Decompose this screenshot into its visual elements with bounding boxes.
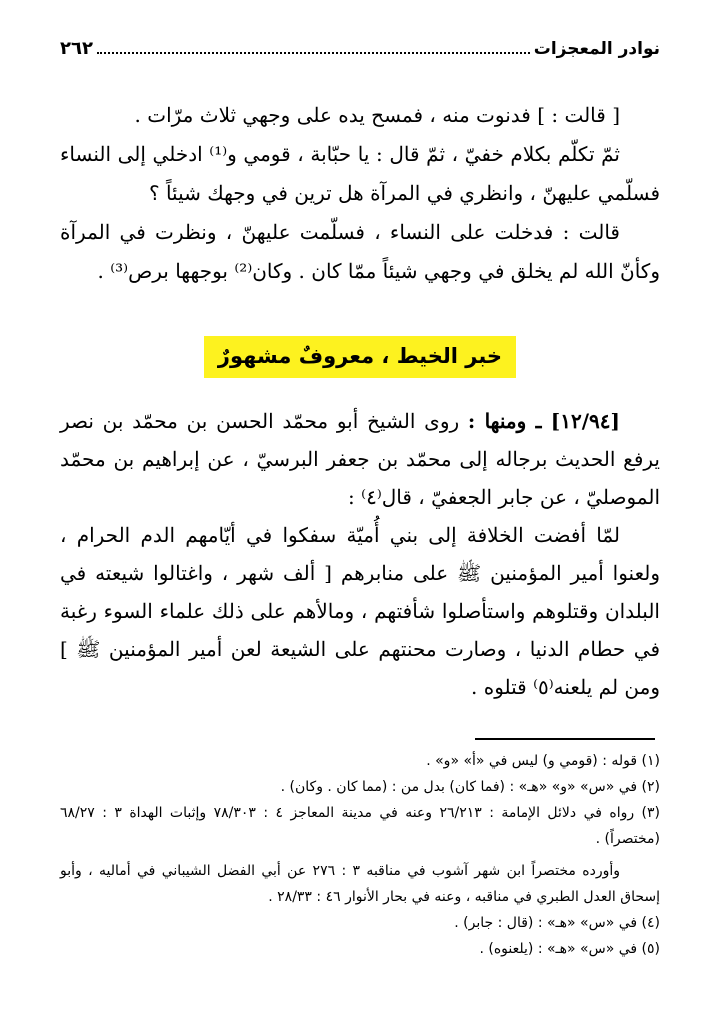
- paragraph-last: لمّا أفضت الخلافة إلى بني أُميّة سفكوا في أيّامهم الدم الحرام ، ولعنوا أمير المؤمنين ﷺ على منابرهم [ ألف شهر ، واغتالوا شيعته في البلدان وقتلوهم واستأصلوا شأفتهم ، ومالأهم على ذلك علماء السوء رغبة في حطام الدنيا ، وصارت محنتهم على الشيعة لعن أمير المؤمنين ﷺ ] ومن لم يلعنه⁽٥⁾ قتلوه .: [60, 523, 660, 699]
- paragraph-1: [ قالت : ] فدنوت منه ، فمسح يده على وجهي ثلاث مرّات .: [134, 103, 620, 127]
- footnote-3-continued: وأورده مختصراً ابن شهر آشوب في مناقبه ٣ : ٢٧٦ عن أبي الفضل الشيباني في أماليه ، وأبو إسحاق العدل الطبري في مناقبه ، وعنه في بحار الأنوار ٤٦ : ٢٨/٣٣ .: [60, 863, 660, 905]
- hadith-paragraph: [60, 402, 660, 516]
- hadith-text: روى الشيخ أبو محمّد الحسن بن محمّد بن نصر يرفع الحديث برجاله إلى محمّد بن جعفر البرسيّ ، عن إبراهيم بن محمّد الموصليّ ، عن جابر الجعفيّ ، قال⁽٤⁾ :: [60, 409, 660, 509]
- footnote-4: (٤) في «س» «هـ» : (قال : جابر) .: [454, 915, 660, 931]
- narrative-text-top: [60, 96, 660, 291]
- footnote-1: (١) قوله : (قومي و) ليس في «أ» «و» .: [426, 753, 660, 769]
- paragraph-2: ثمّ تكلّم بكلام خفيّ ، ثمّ قال : يا حبّابة ، قومي و⁽¹⁾ ادخلي إلى النساء فسلّمي عليهنّ ، وانظري في المرآة هل ترين في وجهك شيئاً ؟: [60, 142, 660, 205]
- page-number: ٢٦٢: [60, 38, 93, 59]
- section-title: خبر الخيط ، معروفٌ مشهورٌ: [204, 336, 516, 378]
- footnote-3: (٣) رواه في دلائل الإمامة : ٢٦/٢١٣ وعنه في مدينة المعاجز ٤ : ٧٨/٣٠٣ وإثبات الهداة ٣ : ٦٨/٢٧ (مختصراً) .: [60, 805, 660, 847]
- footnote-5: (٥) في «س» «هـ» : (يلعنوه) .: [479, 941, 660, 957]
- footnotes: [60, 748, 660, 962]
- running-header: [60, 38, 660, 66]
- paragraph-3: قالت : فدخلت على النساء ، فسلّمت عليهنّ ، ونظرت في المرآة وكأنّ الله لم يخلق في وجهي شيئاً ممّا كان . وكان⁽²⁾ بوجهها برص⁽³⁾ .: [60, 220, 660, 283]
- hadith-number: [١٢/٩٤] ـ ومنها :: [467, 409, 621, 433]
- section-title-wrap: [60, 336, 660, 378]
- footnote-divider: [475, 738, 655, 740]
- footnote-2: (٢) في «س» «و» «هـ» : (فما كان) بدل من : (مما كان . وكان) .: [280, 779, 660, 795]
- header-leader-dots: [97, 52, 530, 54]
- book-title: نوادر المعجزات: [533, 39, 660, 59]
- narrative-text-bottom: [60, 402, 660, 706]
